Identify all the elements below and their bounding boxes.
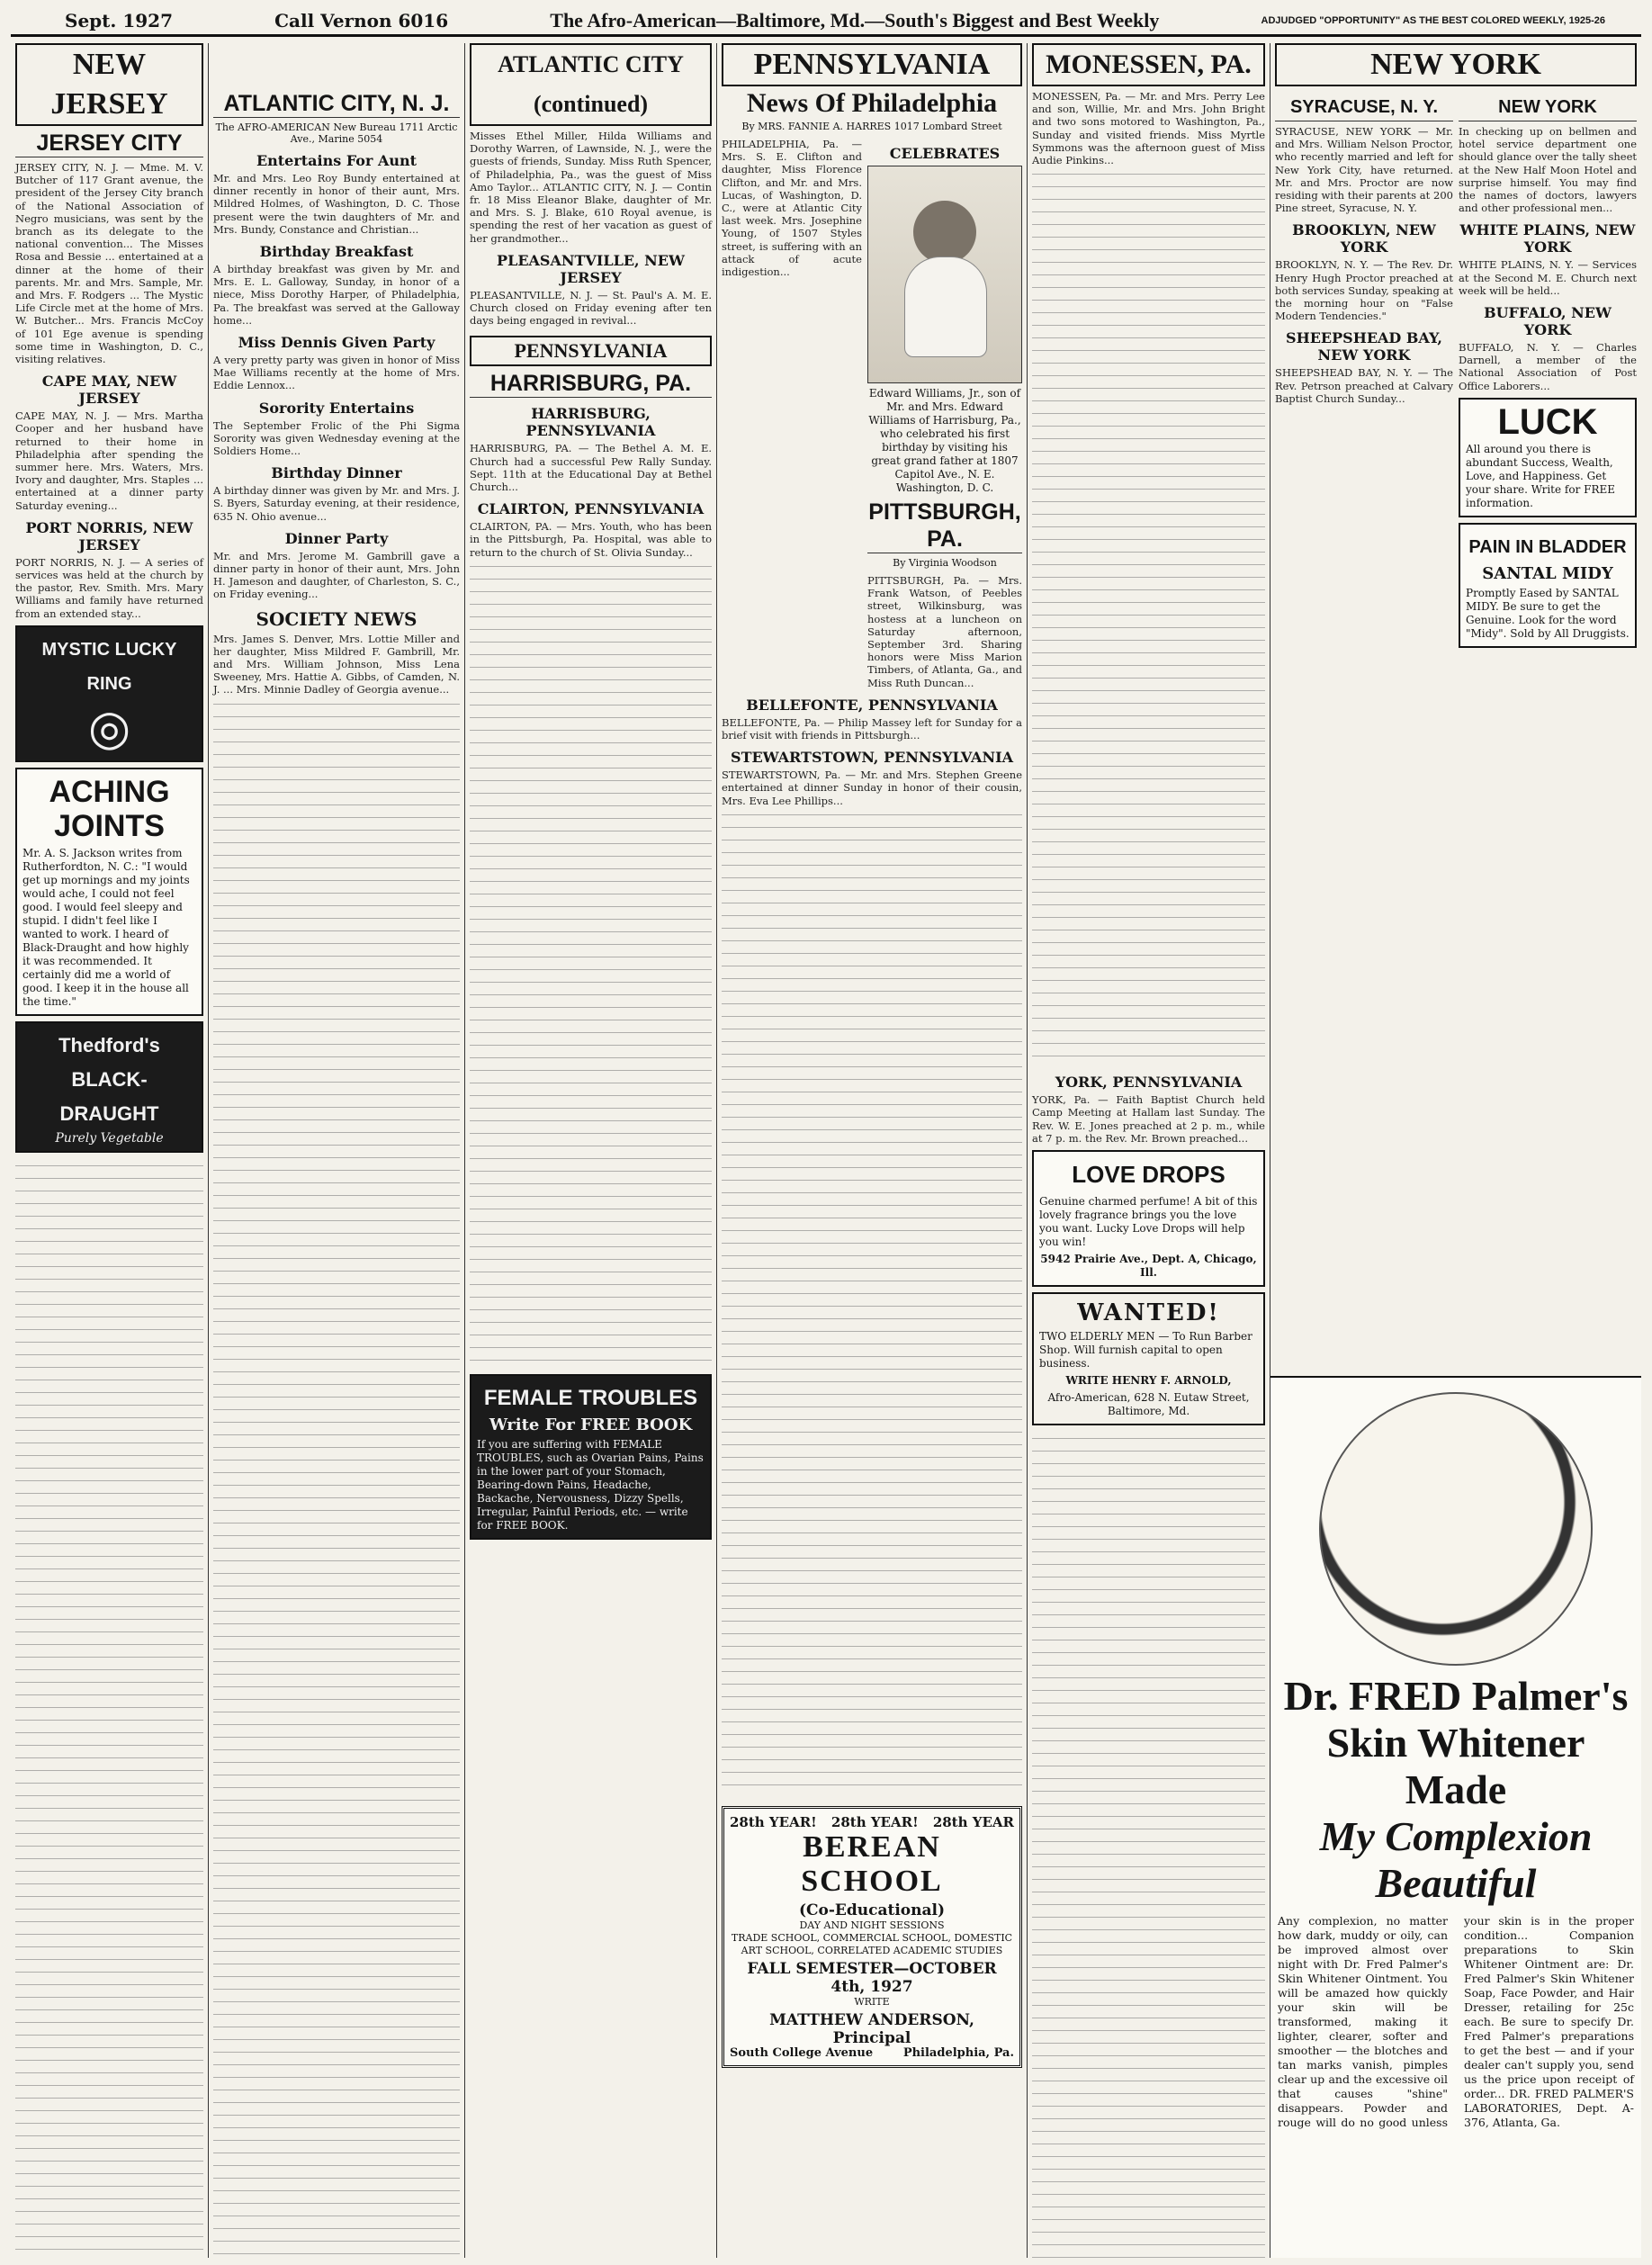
article-text: CLAIRTON, PA. — Mrs. Youth, who has been in the Pittsburgh, Pa. Hospital, was able to return to the church of St. Olivia Sunday... <box>470 520 712 559</box>
section-heading: HARRISBURG, PA. <box>470 370 712 398</box>
article-heading: Birthday Dinner <box>271 464 402 482</box>
ad-title: MYSTIC LUCKY RING <box>41 639 177 694</box>
palmer-title-1: Dr. FRED Palmer's <box>1283 1673 1629 1719</box>
article-heading: CAPE MAY, NEW JERSEY <box>41 373 177 408</box>
article-text: HARRISBURG, PA. — The Bethel A. M. E. Church had a successful Pew Rally Sunday. Sept. 11th at the Educational Day at Bethel Church... <box>470 442 712 494</box>
article-heading: Dinner Party <box>284 529 389 547</box>
berean-address: South College Avenue <box>730 2045 874 2060</box>
ad-title: LUCK <box>1497 401 1598 442</box>
section-subtitle: News Of Philadelphia <box>746 88 998 118</box>
berean-co: (Co-Educational) <box>798 1901 946 1919</box>
wanted-title: WANTED! <box>1077 1299 1220 1327</box>
ad-mystic-ring <box>15 625 203 762</box>
ad-title: PAIN IN BLADDER <box>1468 536 1627 557</box>
article-heading: Miss Dennis Given Party <box>238 334 435 352</box>
article-text: A birthday dinner was given by Mr. and Mrs. J. S. Byers, Saturday evening, at their residence, 635 N. Ohio avenue... <box>213 484 460 523</box>
article-heading: YORK, PENNSYLVANIA <box>1055 1074 1243 1092</box>
article-heading: PORT NORRIS, NEW JERSEY <box>25 518 193 553</box>
ad-dr-fred-palmer <box>1270 1376 1641 2258</box>
ad-aching-joints <box>15 768 203 1016</box>
column-new-jersey <box>11 43 209 2258</box>
article-text: PHILADELPHIA, Pa. — Mrs. S. E. Clifton and daughter, Miss Florence Clifton, and Mr. and Mrs. Lucas, of Washington, D. C., were at Atlantic City last week. Mrs. Josephine Young, of 1507 Styles street, is suffering with an attack of acute indigestion... <box>722 138 862 279</box>
article-text: In checking up on bellmen and hotel service department one should glance over the tally sheet at the New Half Moon Hotel and surprise himself. You may find the names of doctors, lawyers and other professional men... <box>1459 125 1637 215</box>
text-filler <box>15 1158 203 2258</box>
berean-write: WRITE <box>854 1995 890 2008</box>
berean-principal: MATTHEW ANDERSON, Principal <box>769 2010 974 2047</box>
article-text: PORT NORRIS, N. J. — A series of services was held at the church by the pastor, Rev. Smith. Mrs. Mary Williams and family have returned from an extended stay... <box>15 555 203 620</box>
ad-luck <box>1459 398 1637 517</box>
article-text: SHEEPSHEAD BAY, N. Y. — The Rev. Petrson preached at Calvary Baptist Church Sunday... <box>1275 366 1453 405</box>
ad-body: If you are suffering with FEMALE TROUBLES, such as Ovarian Pains, Pains in the lower part of your Stomach, Bearing-down Pains, Headache, Backache, Nervousness, Dizzy Spells, Irregular, Painful Periods, etc. — write for FREE BOOK. <box>477 1437 704 1532</box>
article-heading: SHEEPSHEAD BAY, NEW YORK <box>1286 329 1442 364</box>
ad-subtitle: Write For FREE BOOK <box>489 1415 693 1434</box>
article-text: A very pretty party was given in honor of Miss Mae Williams recently at the home of Mrs. Eddie Lennox... <box>213 354 460 392</box>
article-text: A birthday breakfast was given by Mr. and Mrs. E. L. Galloway, Sunday, in honor of a niece, Miss Dorothy Harper, of Philadelphia, Pa. The breakfast was served at the Galloway home... <box>213 263 460 327</box>
ad-title: FEMALE TROUBLES <box>483 1385 698 1410</box>
article-heading: BUFFALO, NEW YORK <box>1484 304 1612 339</box>
ad-body: Mr. A. S. Jackson writes from Rutherfordton, N. C.: "I would get up mornings and my joints would ache, I could not feel good. I would feel sleepy and stupid. I didn't feel like I wanted to work. I heard of Black-Draught and how highly it was recommended. It certainly did me a world of good. I keep it in the house all the time." <box>22 846 190 1008</box>
ad-body: Genuine charmed perfume! A bit of this lovely fragrance brings you the love you want. Lucky Love Drops will help you win! <box>1039 1195 1258 1249</box>
ad-subtitle: Purely Vegetable <box>55 1130 164 1146</box>
wanted-name: WRITE HENRY F. ARNOLD, <box>1065 1374 1232 1388</box>
ad-title: ACHING JOINTS <box>49 774 170 843</box>
article-heading: WHITE PLAINS, NEW YORK <box>1459 221 1636 256</box>
section-heading: NEW YORK <box>1459 94 1637 121</box>
berean-name: BEREAN SCHOOL <box>801 1829 943 1898</box>
text-filler <box>722 807 1022 1797</box>
article-text: Mr. and Mrs. Leo Roy Bundy entertained at dinner recently in honor of their aunt, Mrs. Mildred Holmes, of Washington, D. C. Those present were the twin daughters of Mr. and Mrs. Bundy, Constance and Christian... <box>213 172 460 236</box>
article-heading: BROOKLYN, NEW YORK <box>1292 221 1436 256</box>
byline: By MRS. FANNIE A. HARRES 1017 Lombard Street <box>741 121 1002 132</box>
photo-body <box>904 256 987 357</box>
byline: By Virginia Woodson <box>893 557 997 569</box>
ad-address: 5942 Prairie Ave., Dept. A, Chicago, Ill. <box>1040 1253 1257 1280</box>
article-text: JERSEY CITY, N. J. — Mme. M. V. Butcher of 117 Grant avenue, the president of the Jersey City branch of the National Association of Negro musicians, was sent by the branch as its delegate to the national convention... The Misses Rosa and Bessie ... entertained at a dinner at the home of their parents. Mr. and Mrs. Sample, Mr. and Mrs. F. Rodgers ... The Mystic Life Circle met at the home of Mrs. W. Butcher... Mrs. Francis McCoy of 101 Ege avenue is spending some time in Washington, D. C., visiting relatives. <box>15 161 203 366</box>
article-text: Mrs. James S. Denver, Mrs. Lottie Miller and her daughter, Miss Mildred F. Gambrill, Mr. and Mrs. William Johnson, Miss Lena Sweeney, Mrs. Hattie A. Gibbs, of Camden, N. J. ... Mrs. Minnie Dadley of Georgia avenue... <box>213 632 460 697</box>
article-heading: Birthday Breakfast <box>259 243 414 261</box>
berean-city: Philadelphia, Pa. <box>902 2045 1014 2060</box>
berean-year: 28th YEAR! <box>730 1813 817 1830</box>
section-heading: JERSEY CITY <box>15 130 203 157</box>
column-atlantic-city-nj <box>209 43 465 2258</box>
column-pennsylvania <box>717 43 1028 2258</box>
article-text: SYRACUSE, NEW YORK — Mr. and Mrs. William Nelson Proctor, who recently married and left for New York City, have returned. Mr. and Mrs. Proctor are now residing with their parents at 200 Pine street, Syracuse, N. Y. <box>1275 125 1453 215</box>
berean-address-row <box>730 2047 1014 2060</box>
masthead-phone: Call Vernon 6016 <box>274 10 449 31</box>
wanted-address: Afro-American, 628 N. Eutaw Street, Baltimore, Md. <box>1047 1391 1250 1418</box>
child-photo <box>867 166 1022 383</box>
article-text: STEWARTSTOWN, Pa. — Mr. and Mrs. Stephen Greene entertained at dinner Sunday in honor of their cousin, Mrs. Eva Lee Phillips... <box>722 768 1022 807</box>
article-text: MONESSEN, Pa. — Mr. and Mrs. Perry Lee and son, Willie, Mr. and Mrs. John Bright and two sons motored to Washington, Pa., Sunday and visited friends. Miss Myrtle Symmons was the afternoon guest of Miss Audie Pinkins... <box>1032 90 1265 167</box>
ad-wanted <box>1032 1292 1265 1425</box>
ad-berean-school <box>722 1806 1022 2068</box>
masthead-title: The Afro-American—Baltimore, Md.—South's Biggest and Best Weekly <box>550 9 1160 31</box>
article-text: PITTSBURGH, Pa. — Mrs. Frank Watson, of Peebles street, Wilkinsburg, was hostess at a luncheon on Saturday afternoon, September 3rd. Sharing honors were Miss Marion Timbers, of Atlanta, Ga., and Miss Ruth Duncan... <box>867 574 1022 689</box>
ad-body: All around you there is abundant Success, Wealth, Love, and Happiness. Get your share. Write for FREE information. <box>1466 442 1615 509</box>
column-new-york <box>1270 43 1641 2258</box>
article-heading: BELLEFONTE, PENNSYLVANIA <box>746 696 998 714</box>
ring-icon: ◎ <box>87 698 131 756</box>
ad-body: Promptly Eased by SANTAL MIDY. Be sure to get the Genuine. Look for the word "Midy". Sold by All Druggists. <box>1466 586 1630 640</box>
article-text: PLEASANTVILLE, N. J. — St. Paul's A. M. E. Church closed on Friday evening after ten days being engaged in revival... <box>470 288 712 328</box>
berean-year: 28th YEAR <box>932 1813 1014 1830</box>
masthead-date: Sept. 1927 <box>65 10 173 31</box>
photo-caption: Edward Williams, Jr., son of Mr. and Mrs. Edward Williams of Harrisburg, Pa., who celebrated his first birthday by visiting his great grand father at 1807 Capitol Ave., N. E. Washington, D. C. <box>868 387 1021 494</box>
section-banner: NEW YORK <box>1275 43 1637 86</box>
berean-line: DAY AND NIGHT SESSIONS <box>799 1919 945 1931</box>
section-banner: MONESSEN, PA. <box>1032 43 1265 86</box>
text-filler <box>1032 166 1265 1066</box>
berean-years <box>730 1814 1014 1830</box>
photo-head <box>913 201 976 264</box>
ad-title: Thedford's BLACK-DRAUGHT <box>58 1033 160 1125</box>
article-text: Misses Ethel Miller, Hilda Williams and Dorothy Warren, of Lawnside, N. J., were the guests of friends, Sunday. Miss Ruth Spencer, of Philadelphia, Pa., was the guest of Miss Amo Taylor... ATLANTIC CITY, N. J. — Contin fr. 18 Miss Eleanor Blake, daughter of Mr. and Mrs. S. J. Blake, 610 Royal avenue, is spending the rest of her vacation as guest of her grandmother... <box>470 130 712 245</box>
masthead <box>11 7 1641 37</box>
article-heading: Sorority Entertains <box>258 399 415 417</box>
ad-love-drops <box>1032 1150 1265 1287</box>
section-banner: ATLANTIC CITY (continued) <box>470 43 712 126</box>
article-text: The September Frolic of the Phi Sigma Sorority was given Wednesday evening at the Soldiers Home... <box>213 418 460 458</box>
article-text: Mr. and Mrs. Jerome M. Gambrill gave a dinner party in honor of their aunt, Mrs. John H. Jameson and daughter, of Charleston, S. C., on Friday evening... <box>213 549 460 601</box>
article-heading: STEWARTSTOWN, PENNSYLVANIA <box>731 749 1013 767</box>
berean-year: 28th YEAR! <box>830 1813 919 1830</box>
article-text: BELLEFONTE, Pa. — Philip Massey left for Sunday for a brief visit with friends in Pittsburgh... <box>722 715 1022 742</box>
section-banner: PENNSYLVANIA <box>470 336 712 366</box>
article-heading: PLEASANTVILLE, NEW JERSEY <box>497 251 685 286</box>
ad-female-troubles <box>470 1374 712 1540</box>
ad-title: LOVE DROPS <box>1072 1161 1226 1189</box>
text-filler <box>1032 1431 1265 2258</box>
portrait-illustration <box>1319 1392 1593 1666</box>
columns <box>11 43 1641 2258</box>
new-york-top-row <box>1275 90 1637 653</box>
text-filler <box>213 697 460 2258</box>
wanted-body: TWO ELDERLY MEN — To Run Barber Shop. Will furnish capital to open business. <box>1039 1330 1252 1371</box>
palmer-title-2: Skin Whitener Made <box>1326 1720 1585 1812</box>
article-text: WHITE PLAINS, N. Y. — Services at the Second M. E. Church next week will be held... <box>1459 258 1637 297</box>
section-heading: SYRACUSE, N. Y. <box>1275 94 1453 121</box>
palmer-body: Any complexion, no matter how dark, muddy or oily, can be improved almost over night with Dr. Fred Palmer's Skin Whitener Ointment. You will be amazed how quickly your skin will be transformed, making it lighter, clearer, softer and smoother — the blotches and tan marks vanish, pimples clear up and the excessive oil that causes "shine" disappears. Powder and rouge will do no good unless your skin is in the proper condition... Companion preparations to Skin Whitener Ointment are: Dr. Fred Palmer's Skin Whitener Soap, Face Powder, and Hair Dresser, retailing for 25c each. Be sure to specify Dr. Fred Palmer's preparations to get the best — and if your dealer can't supply you, send us the price upon receipt of order... DR. FRED PALMER'S LABORATORIES, Dept. A-376, Atlanta, Ga. <box>1278 1914 1634 2129</box>
section-heading: ATLANTIC CITY, N. J. <box>213 90 460 118</box>
berean-semester: FALL SEMESTER—OCTOBER 4th, 1927 <box>747 1959 997 1996</box>
section-banner: NEW JERSEY <box>15 43 203 126</box>
photo-row <box>722 138 1022 689</box>
article-heading: HARRISBURG, PENNSYLVANIA <box>525 405 656 440</box>
ad-brand: SANTAL MIDY <box>1482 563 1613 583</box>
berean-courses: TRADE SCHOOL, COMMERCIAL SCHOOL, DOMESTIC ART SCHOOL, CORRELATED ACADEMIC STUDIES <box>731 1931 1013 1956</box>
column-monessen <box>1028 43 1270 2258</box>
section-heading: PITTSBURGH, PA. <box>868 499 1021 552</box>
section-banner: PENNSYLVANIA <box>722 43 1022 86</box>
article-text: YORK, Pa. — Faith Baptist Church held Camp Meeting at Hallam last Sunday. The Rev. W. E. Jones preached at 2 p. m., while at 7 p. m. the Rev. Mr. Brown preached... <box>1032 1093 1265 1145</box>
article-text: BUFFALO, N. Y. — Charles Darnell, a member of the National Association of Post Office Laborers... <box>1459 341 1637 392</box>
article-text: BROOKLYN, N. Y. — The Rev. Dr. Henry Hugh Proctor preached at both services Sunday, speaking at the morning hour on "False Modern Tendencies." <box>1275 258 1453 323</box>
article-text: CAPE MAY, N. J. — Mrs. Martha Cooper and her husband have returned to their home in Philadelphia after spending the summer here. Mrs. Waters, Mrs. Ivory and daughter, Mrs. Staples ... entertained at a dinner party Saturday evening... <box>15 409 203 512</box>
article-heading: CLAIRTON, PENNSYLVANIA <box>477 500 705 518</box>
ad-black-draught <box>15 1021 203 1153</box>
article-heading: Entertains For Aunt <box>256 152 417 169</box>
masthead-adjudged: ADJUDGED "OPPORTUNITY" AS THE BEST COLORED WEEKLY, 1925-26 <box>1261 15 1605 26</box>
palmer-title-3: My Complexion Beautiful <box>1319 1813 1593 1906</box>
photo-title: CELEBRATES <box>889 145 1001 162</box>
article-heading: SOCIETY NEWS <box>256 607 417 630</box>
column-atlantic-city <box>465 43 717 2258</box>
text-filler <box>470 559 712 1369</box>
ad-santal-midy <box>1459 523 1637 648</box>
bureau-line: The AFRO-AMERICAN New Bureau 1711 Arctic Ave., Marine 5054 <box>215 121 458 145</box>
